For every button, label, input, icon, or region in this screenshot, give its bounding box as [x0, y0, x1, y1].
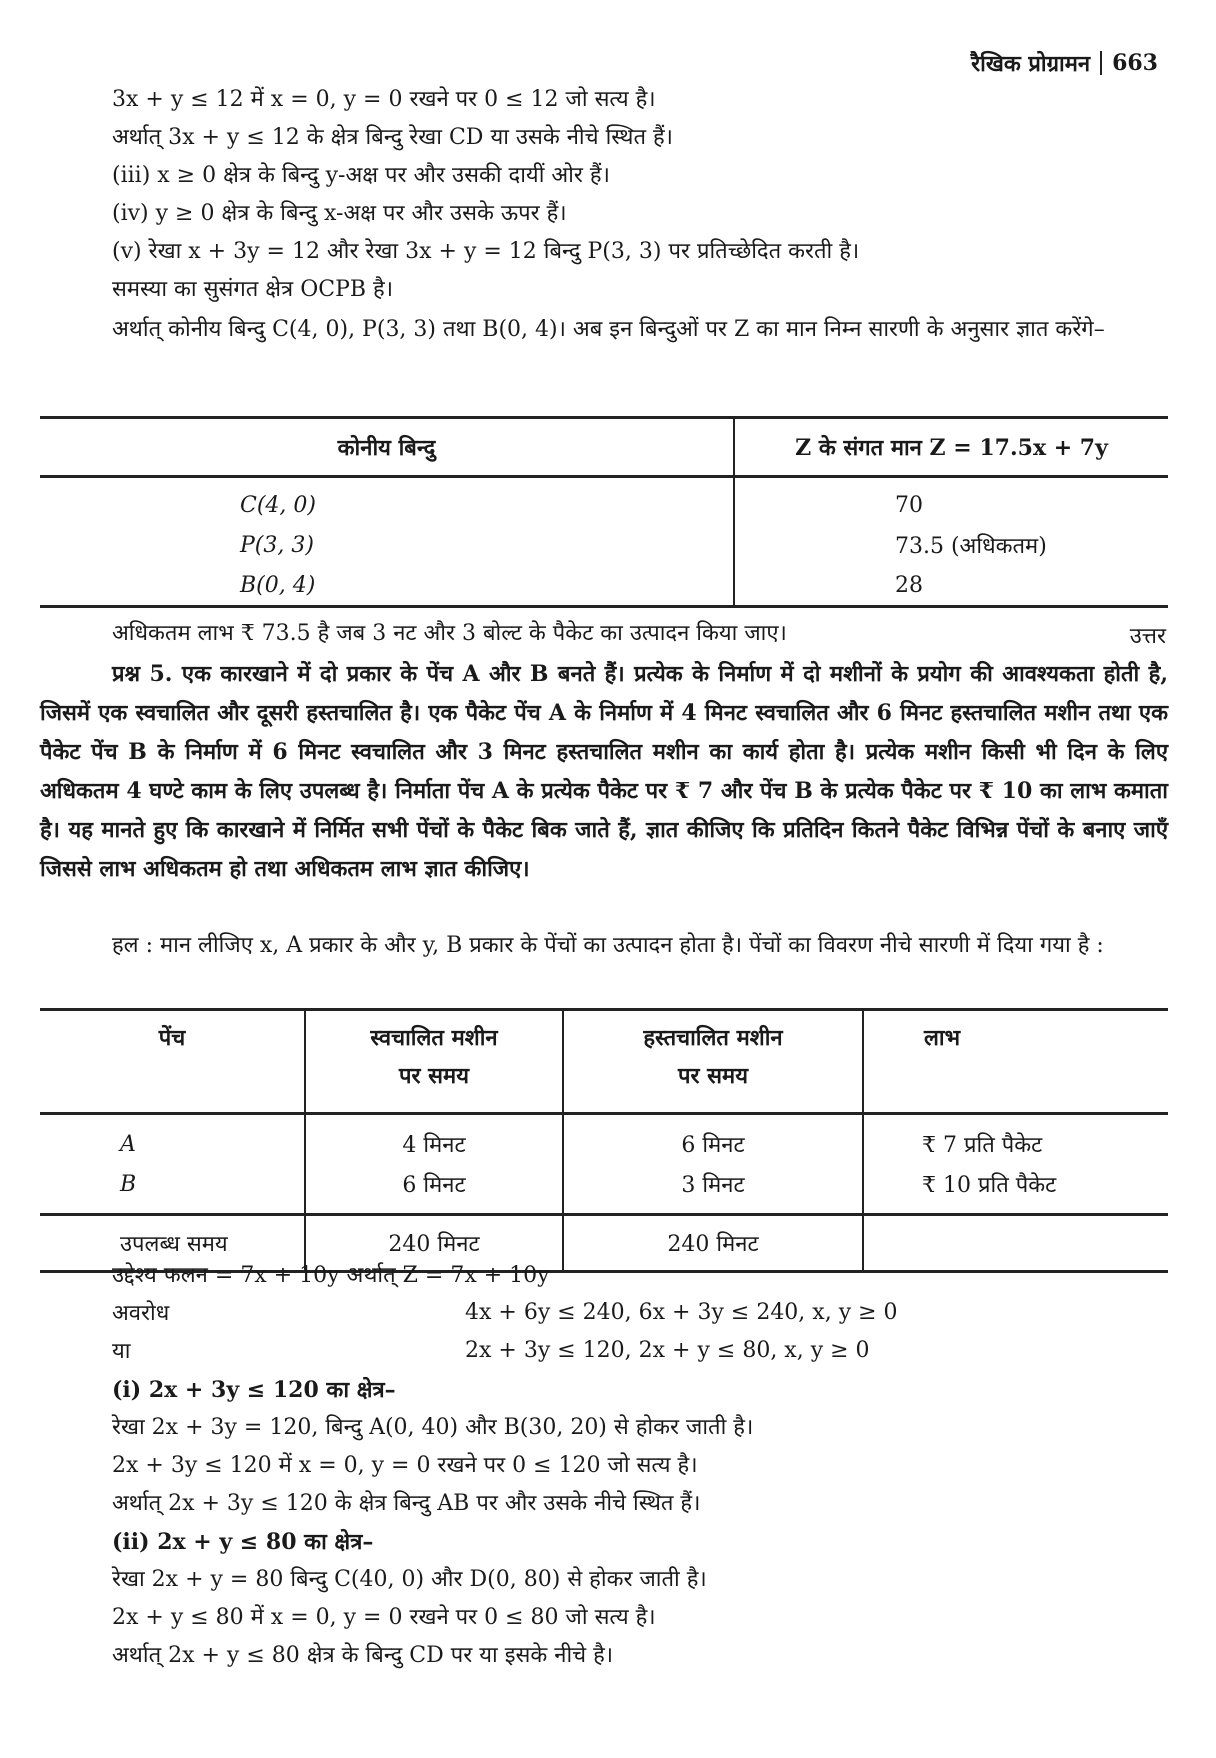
objective-function: उद्देश्य फलन = 7x + 10y अर्थात् Z = 7x + 10y — [112, 1263, 550, 1288]
page-number: 663 — [1112, 50, 1158, 76]
manual-time: 3 मिनट — [563, 1164, 863, 1215]
manual-available: 240 मिनट — [563, 1215, 863, 1272]
table-header-screw — [40, 1010, 305, 1114]
header-text: पेंच — [158, 1025, 186, 1051]
region1-heading: (i) 2x + 3y ≤ 120 का क्षेत्र– — [112, 1377, 396, 1403]
screw-name: A — [40, 1114, 305, 1165]
header-text: पर समय — [678, 1063, 748, 1089]
header-text: पर समय — [399, 1063, 469, 1089]
page-header — [971, 48, 1158, 78]
header-text: स्वचालित मशीन — [370, 1025, 498, 1051]
header-text: हस्तचालित मशीन — [643, 1025, 783, 1051]
text-line: अर्थात् 2x + 3y ≤ 120 के क्षेत्र बिन्दु AB पर और उसके नीचे स्थित हैं। — [112, 1491, 701, 1516]
screw-name: B — [40, 1164, 305, 1215]
text-line: 3x + y ≤ 12 में x = 0, y = 0 रखने पर 0 ≤ 12 जो सत्य है। — [112, 87, 656, 112]
corner-point: P(3, 3) — [40, 525, 734, 565]
header-text: लाभ — [924, 1025, 961, 1051]
corner-points-paragraph: अर्थात् कोनीय बिन्दु C(4, 0), P(3, 3) तथा B(0, 4)। अब इन बिन्दुओं पर Z का मान निम्न सारणी के अनुसार ज्ञात करेंगे– — [112, 317, 1105, 342]
corner-point: B(0, 4) — [40, 565, 734, 607]
answer-label: उत्तर — [1129, 624, 1166, 649]
chapter-title: रैखिक प्रोग्रामन — [971, 51, 1091, 77]
table-row — [40, 565, 1168, 607]
region2-heading: (ii) 2x + y ≤ 80 का क्षेत्र– — [112, 1529, 374, 1555]
text-line: 2x + y ≤ 80 में x = 0, y = 0 रखने पर 0 ≤ 80 जो सत्य है। — [112, 1605, 656, 1630]
z-value: 70 — [895, 492, 923, 518]
table-row — [40, 525, 1168, 565]
auto-available: 240 मिनट — [305, 1215, 563, 1272]
table-header-z-value: Z के संगत मान Z = 17.5x + 7y — [734, 418, 1168, 477]
table-header-manual-machine — [563, 1010, 863, 1114]
table-row — [40, 1114, 1168, 1165]
header-divider — [1100, 51, 1102, 75]
constraints: 4x + 6y ≤ 240, 6x + 3y ≤ 240, x, y ≥ 0 — [465, 1300, 898, 1325]
z-value: 28 — [734, 565, 1168, 607]
table-header-auto-machine — [305, 1010, 563, 1114]
text-line: समस्या का सुसंगत क्षेत्र OCPB है। — [112, 277, 394, 302]
profit: ₹ 10 प्रति पैकेट — [922, 1173, 1057, 1198]
text-line: (iv) y ≥ 0 क्षेत्र के बिन्दु x-अक्ष पर और उसके ऊपर हैं। — [112, 201, 567, 226]
text-line: (iii) x ≥ 0 क्षेत्र के बिन्दु y-अक्ष पर और उसकी दायीं ओर हैं। — [112, 163, 610, 188]
corner-points-table — [40, 416, 1168, 608]
text-line: (v) रेखा x + 3y = 12 और रेखा 3x + y = 12 बिन्दु P(3, 3) पर प्रतिच्छेदित करती है। — [112, 239, 860, 264]
solution-intro: हल : मान लीजिए x, A प्रकार के और y, B प्रकार के पेंचों का उत्पादन होता है। पेंचों का विवरण नीचे सारणी में दिया गया है : — [112, 933, 1104, 958]
text-line: अर्थात् 3x + y ≤ 12 के क्षेत्र बिन्दु रेखा CD या उसके नीचे स्थित हैं। — [112, 125, 674, 150]
text-line: रेखा 2x + 3y = 120, बिन्दु A(0, 40) और B(30, 20) से होकर जाती है। — [112, 1415, 754, 1440]
question-5: प्रश्न 5. एक कारखाने में दो प्रकार के पेंच A और B बनते हैं। प्रत्येक के निर्माण में दो मशीनों के प्रयोग की आवश्यकता होती है, जिसमें एक स्वचालित और दूसरी हस्तचालित है। एक पैकेट पेंच A के निर्माण में 4 मिनट स्वचालित और 6 मिनट हस्तचालित मशीन तथा एक पैकेट पेंच B के निर्माण में 6 मिनट स्वचालित और 3 मिनट हस्तचालित मशीन का कार्य होता है। प्रत्येक मशीन किसी भी दिन के लिए अधिकतम 4 घण्टे काम के लिए उपलब्ध है। निर्माता पेंच A के प्रत्येक पैकेट पर ₹ 7 और पेंच B के प्रत्येक पैकेट पर ₹ 10 का लाभ कमाता है। यह मानते हुए कि कारखाने में निर्मित सभी पेंचों के पैकेट बिक जाते हैं, ज्ञात कीजिए कि प्रतिदिन कितने पैकेट विभिन्न पेंचों के बनाए जाएँ जिससे लाभ अधिकतम हो तथा अधिकतम लाभ ज्ञात कीजिए। — [40, 661, 1168, 882]
table-header-profit — [863, 1010, 1168, 1114]
conclusion-text: अधिकतम लाभ ₹ 73.5 है जब 3 नट और 3 बोल्ट के पैकेट का उत्पादन किया जाए। — [112, 621, 787, 646]
table-row — [40, 1164, 1168, 1215]
empty-cell — [863, 1215, 1168, 1272]
text-line: 2x + 3y ≤ 120 में x = 0, y = 0 रखने पर 0 ≤ 120 जो सत्य है। — [112, 1453, 698, 1478]
screw-details-table — [40, 1008, 1168, 1273]
auto-time: 6 मिनट — [305, 1164, 563, 1215]
or-label: या — [112, 1339, 131, 1364]
profit: ₹ 7 प्रति पैकेट — [922, 1133, 1043, 1158]
text-line: रेखा 2x + y = 80 बिन्दु C(40, 0) और D(0, 80) से होकर जाती है। — [112, 1567, 707, 1592]
manual-time: 6 मिनट — [563, 1114, 863, 1165]
text-line: अर्थात् 2x + y ≤ 80 क्षेत्र के बिन्दु CD पर या इसके नीचे है। — [112, 1643, 614, 1668]
z-value: 73.5 (अधिकतम) — [895, 534, 1047, 559]
table-row — [40, 477, 1168, 526]
constraints-label: अवरोध — [112, 1301, 170, 1326]
available-time-label: उपलब्ध समय — [40, 1215, 305, 1272]
auto-time: 4 मिनट — [305, 1114, 563, 1165]
corner-point: C(4, 0) — [40, 477, 734, 526]
table-header-corner-point: कोनीय बिन्दु — [40, 418, 734, 477]
simplified-constraints: 2x + 3y ≤ 120, 2x + y ≤ 80, x, y ≥ 0 — [465, 1338, 870, 1363]
